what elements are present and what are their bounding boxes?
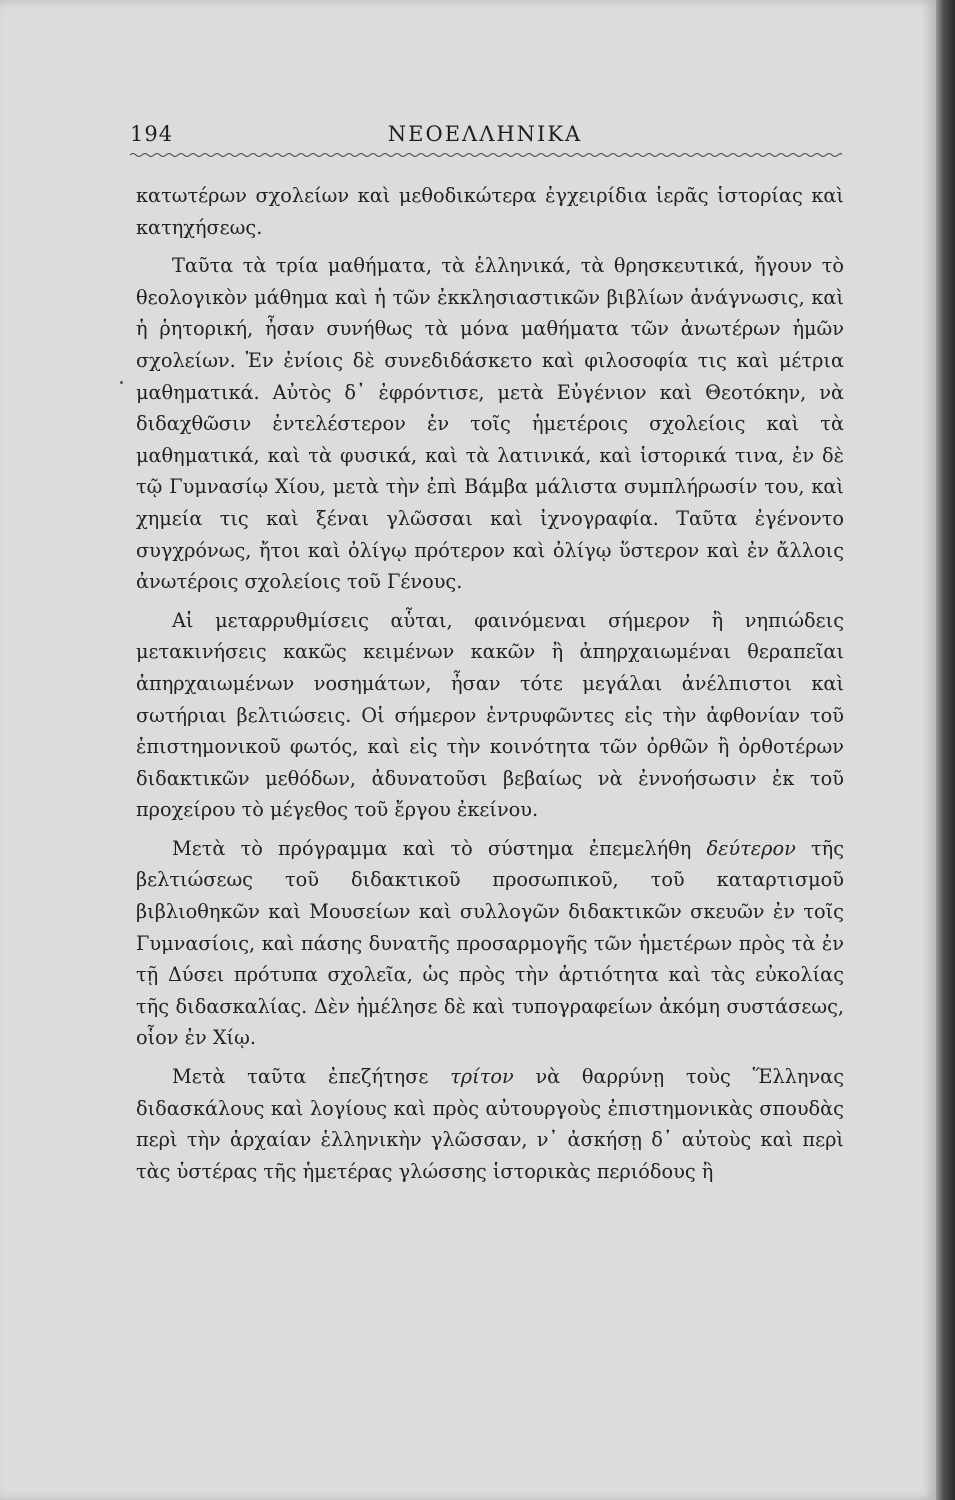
paragraph-3: Αἱ μεταρρυθμίσεις αὗται, φαινόμεναι σήμερον ἢ νηπιώδεις μετακινήσεις κακῶς κειμένων κακῶν ἢ ἀπηρχαιωμέναι θεραπεῖαι ἀπηρχαιωμένων νοσημάτων, ἦσαν τότε μεγάλαι ἀνέλπιστοι καὶ σωτήριαι βελτιώσεις. Οἱ σήμερον ἐντρυφῶντες εἰς τὴν ἀφθονίαν τοῦ ἐπιστημονικοῦ φωτός, καὶ εἰς τὴν κοινότητα τῶν ὀρθῶν ἢ ὀρθοτέρων διδακτικῶν μεθόδων, ἀδυνατοῦσι βεβαίως νὰ ἐννοήσωσιν ἐκ τοῦ προχείρου τὸ μέγεθος τοῦ ἔργου ἐκείνου. — [136, 608, 844, 822]
margin-mark — [120, 381, 123, 384]
running-title: ΝΕΟΕΛΛΗΝΙΚΑ — [387, 122, 583, 146]
paragraph-4-text-a: Μετὰ τὸ πρόγραμμα καὶ τὸ σύστημα ἐπεμελήθη — [172, 836, 707, 860]
paragraph-4 — [136, 833, 844, 1054]
paragraph-5-text-b: νὰ θαρρύνῃ τοὺς Ἕλληνας διδασκάλους καὶ λογίους καὶ πρὸς αὐτουργοὺς ἐπιστημονικὰς σπουδὰς περὶ τὴν ἀρχαίαν ἑλληνικὴν γλῶσσαν, ν᾽ ἀσκήσῃ δ᾽ αὐτοὺς καὶ περὶ τὰς ὑστέρας τῆς ἡμετέρας γλώσσης ἱστορικὰς περιόδους ἢ — [136, 1065, 844, 1183]
paragraph-2: Ταῦτα τὰ τρία μαθήματα, τὰ ἑλληνικά, τὰ θρησκευτικά, ἤγουν τὸ θεολογικὸν μάθημα καὶ ἡ τῶν ἐκκλησιαστικῶν βιβλίων ἀνάγνωσις, καὶ ἡ ῥητορική, ἦσαν συνήθως τὰ μόνα μαθήματα τῶν ἀνωτέρων ἡμῶν σχολείων. Ἐν ἐνίοις δὲ συνεδιδάσκετο καὶ φιλοσοφία τις καὶ μέτρια μαθηματικά. Αὐτὸς δ᾽ ἐφρόντισε, μετὰ Εὐγένιον καὶ Θεοτόκην, νὰ διδαχθῶσιν ἐντελέστερον ἐν τοῖς ἡμετέροις σχολείοις καὶ τὰ μαθηματικά, καὶ τὰ φυσικά, καὶ τὰ λατινικά, καὶ ἱστορικά τινα, ἐν δὲ τῷ Γυμνασίῳ Χίου, μετὰ τὴν ἐπὶ Βάμβα μάλιστα συμπλήρωσίν του, καὶ χημεία τις καὶ ξέναι γλῶσσαι καὶ ἰχνογραφία. Ταῦτα ἐγένοντο συγχρόνως, ἤτοι καὶ ὀλίγῳ πρότερον καὶ ὀλίγῳ ὕστερον καὶ ἐν ἄλλοις ἀνωτέροις σχολείοις τοῦ Γένους. — [136, 254, 844, 594]
paragraph-5-text-a: Μετὰ ταῦτα ἐπεζήτησε — [172, 1065, 451, 1089]
scan-edge — [936, 0, 955, 1500]
paragraph-5-emphasis: τρίτον — [450, 1065, 514, 1089]
page-number: 194 — [130, 122, 174, 146]
header-wavy-rule — [130, 152, 842, 158]
paragraph-5 — [136, 1061, 844, 1187]
paragraph-4-text-b: τῆς βελτιώσεως τοῦ διδακτικοῦ προσωπικοῦ, τοῦ καταρτισμοῦ βιβλιοθηκῶν καὶ Μουσείων καὶ συλλογῶν διδακτικῶν σκευῶν ἐν τοῖς Γυμνασίοις, καὶ πάσης δυνατῆς προσαρμογῆς τῶν ἡμετέρων πρὸς τὰ ἐν τῇ Δύσει πρότυπα σχολεῖα, ὡς πρὸς τὴν ἀρτιότητα καὶ τὰς εὐκολίας τῆς διδασκαλίας. Δὲν ἠμέλησε δὲ καὶ τυπογραφείων ἀκόμη συστάσεως, οἷον ἐν Χίῳ. — [136, 836, 844, 1050]
body-text — [136, 180, 844, 1194]
paragraph-1: κατωτέρων σχολείων καὶ μεθοδικώτερα ἐγχειρίδια ἱερᾶς ἱστορίας καὶ κατηχήσεως. — [136, 184, 844, 239]
paragraph-4-emphasis: δεύτερον — [706, 836, 796, 860]
